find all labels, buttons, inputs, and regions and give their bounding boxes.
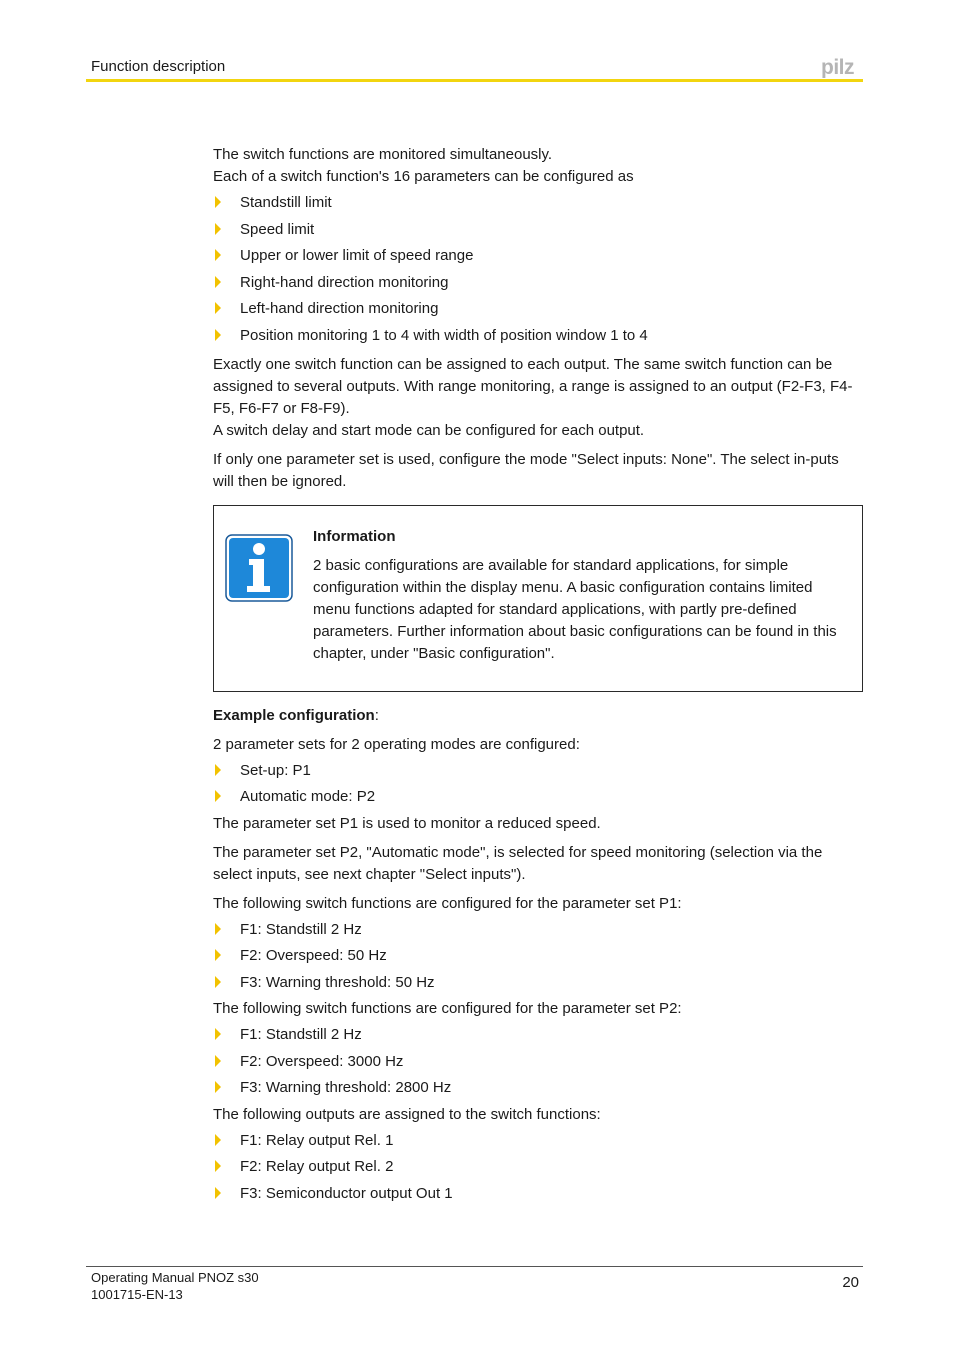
bullet-arrow-icon: [215, 1028, 221, 1040]
p1-intro: The following switch functions are configured for the parameter set P1:: [213, 894, 682, 912]
bullet-arrow-icon: [215, 976, 221, 988]
modes-intro: 2 parameter sets for 2 operating modes are configured:: [213, 735, 580, 753]
header-rule: [86, 79, 863, 82]
list-item: Standstill limit: [213, 192, 863, 214]
logo-text: pilz: [821, 56, 854, 78]
information-content: [313, 526, 852, 665]
page-number: 20: [842, 1274, 859, 1291]
bullet-arrow-icon: [215, 764, 221, 776]
delay-paragraph: A switch delay and start mode can be configured for each output.: [213, 421, 645, 439]
main-content: [213, 144, 863, 1209]
outputs-list: [213, 1130, 863, 1205]
p1-paragraph: The parameter set P1 is used to monitor a reduced speed.: [213, 814, 601, 832]
bullet-arrow-icon: [215, 1055, 221, 1067]
modes-list: [213, 760, 863, 809]
bullet-arrow-icon: [215, 329, 221, 341]
intro-line-2: Each of a switch function's 16 parameters can be configured as: [213, 168, 634, 185]
list-item: F3: Warning threshold: 50 Hz: [213, 972, 863, 994]
list-item: F3: Warning threshold: 2800 Hz: [213, 1077, 863, 1099]
header-title: Function description: [91, 58, 226, 75]
outputs-intro: The following outputs are assigned to the switch functions:: [213, 1105, 601, 1123]
bullet-arrow-icon: [215, 949, 221, 961]
list-item: F1: Relay output Rel. 1: [213, 1130, 863, 1152]
information-icon: [225, 534, 293, 602]
p2-function-list: [213, 1024, 863, 1099]
list-item: Speed limit: [213, 219, 863, 241]
list-item: F2: Relay output Rel. 2: [213, 1156, 863, 1178]
bullet-arrow-icon: [215, 302, 221, 314]
pilz-logo: [821, 56, 863, 78]
bullet-arrow-icon: [215, 249, 221, 261]
list-item: Right-hand direction monitoring: [213, 272, 863, 294]
bullet-arrow-icon: [215, 223, 221, 235]
list-item: Position monitoring 1 to 4 with width of position window 1 to 4: [213, 325, 863, 347]
bullet-arrow-icon: [215, 1187, 221, 1199]
bullet-arrow-icon: [215, 1134, 221, 1146]
select-paragraph: If only one parameter set is used, configure the mode "Select inputs: None". The select in-puts will then be ignored.: [213, 450, 839, 490]
information-title: Information: [313, 527, 396, 545]
list-item: Automatic mode: P2: [213, 786, 863, 808]
list-item: F1: Standstill 2 Hz: [213, 1024, 863, 1046]
footer-rule: [86, 1266, 863, 1267]
bullet-arrow-icon: [215, 1160, 221, 1172]
information-text: 2 basic configurations are available for standard applications, for simple configuration within the display menu. A basic configuration contains limited menu functions adapted for standard applications, with partly pre-defined parameters. Further information about basic configurations can be found in this chapter, under "Basic configuration".: [313, 556, 837, 662]
bullet-arrow-icon: [215, 196, 221, 208]
p2-paragraph: The parameter set P2, "Automatic mode", is selected for speed monitoring (selection via the select inputs, see next chapter "Select inputs").: [213, 843, 823, 883]
parameter-list: [213, 192, 863, 347]
manual-title: Operating Manual PNOZ s30: [91, 1270, 259, 1285]
page-header: [86, 0, 863, 83]
document-number: 1001715-EN-13: [91, 1287, 183, 1302]
list-item: Upper or lower limit of speed range: [213, 245, 863, 267]
footer-document-info: [91, 1269, 259, 1303]
bullet-arrow-icon: [215, 923, 221, 935]
p1-function-list: [213, 919, 863, 994]
list-item: Set-up: P1: [213, 760, 863, 782]
list-item: Left-hand direction monitoring: [213, 298, 863, 320]
list-item: F2: Overspeed: 3000 Hz: [213, 1051, 863, 1073]
information-box: [213, 505, 863, 692]
list-item: F2: Overspeed: 50 Hz: [213, 945, 863, 967]
example-heading: Example configuration: [213, 706, 375, 724]
assign-paragraph: Exactly one switch function can be assigned to each output. The same switch function can be assigned to several outputs. With range monitoring, a range is assigned to an output (F2-F3, F4-F5, F6-F7 or F8-F9).: [213, 355, 853, 417]
list-item: F1: Standstill 2 Hz: [213, 919, 863, 941]
bullet-arrow-icon: [215, 1081, 221, 1093]
example-heading-line: Example configuration:: [213, 706, 379, 724]
bullet-arrow-icon: [215, 276, 221, 288]
bullet-arrow-icon: [215, 790, 221, 802]
intro-line-1: The switch functions are monitored simultaneously.: [213, 146, 553, 163]
list-item: F3: Semiconductor output Out 1: [213, 1183, 863, 1205]
p2-intro: The following switch functions are configured for the parameter set P2:: [213, 1000, 682, 1017]
